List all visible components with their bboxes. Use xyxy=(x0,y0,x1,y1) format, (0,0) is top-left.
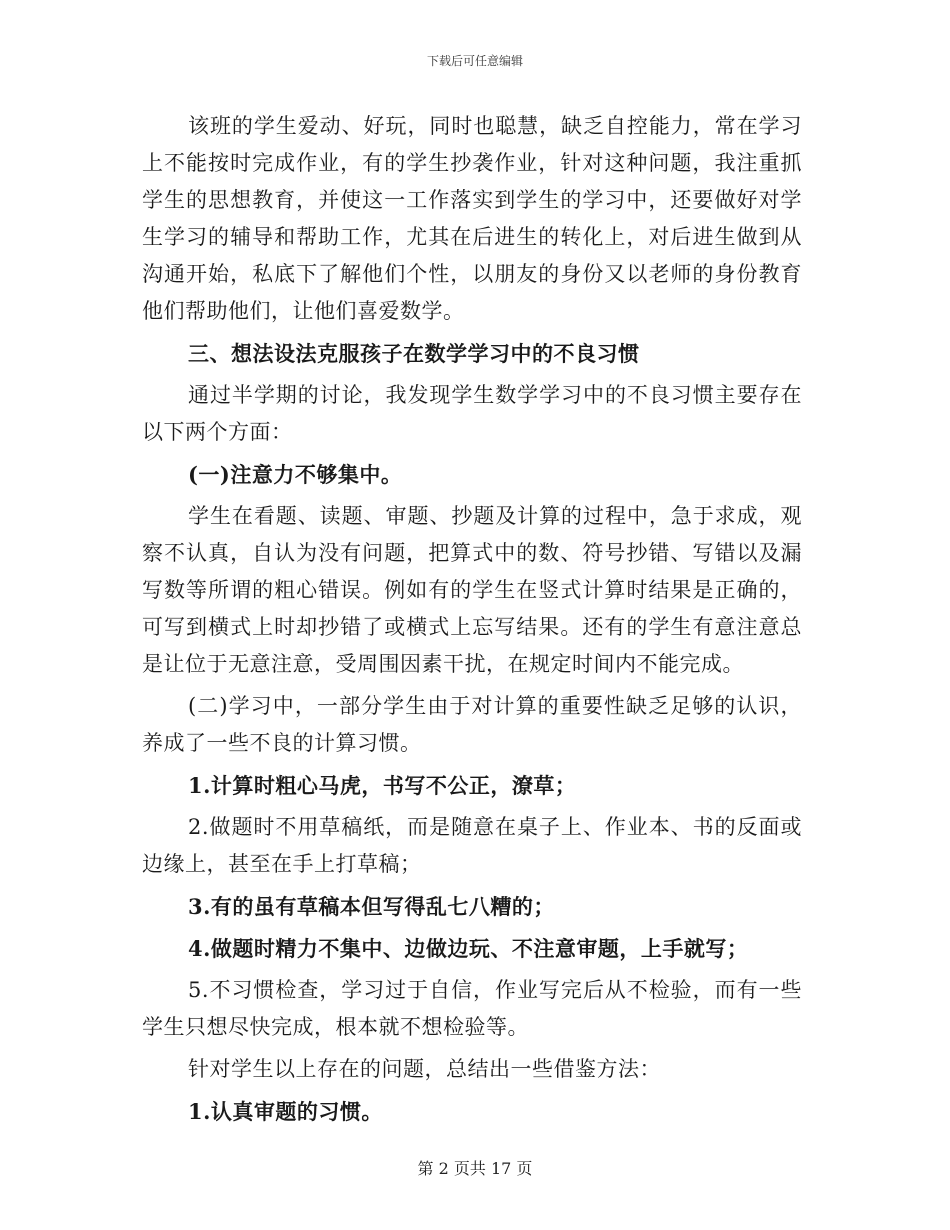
paragraph-methods: 针对学生以上存在的问题，总结出一些借鉴方法： xyxy=(188,1057,661,1081)
paragraph-calc-habits: (二)学习中，一部分学生由于对计算的重要性缺乏足够的认识，养成了一些不良的计算习惯。 xyxy=(142,694,802,755)
paragraph-attention: 学生在看题、读题、审题、抄题及计算的过程中，急于求成，观察不认真，自认为没有问题，把算式中的数、符号抄错、写错以及漏写数等所谓的粗心错误。例如有的学生在竖式计算时结果是正确的，可写到横式上时却抄错了或横式上忘写结果。还有的学生有意注意总是让位于无意注意，受周围因素干扰，在规定时间内不能完成。 xyxy=(142,504,802,676)
section-heading-bad-habits: 三、想法设法克服孩子在数学学习中的不良习惯 xyxy=(188,341,640,366)
list-item-5: 5.不习惯检查，学习过于自信，作业写完后从不检验，而有一些学生只想尽快完成，根本就不想检验等。 xyxy=(142,978,802,1039)
page-footer: 第 2 页共 17 页 xyxy=(417,1159,533,1178)
page-header: 下载后可任意编辑 xyxy=(426,54,523,68)
subheading-attention: (一)注意力不够集中。 xyxy=(188,462,403,487)
document-body xyxy=(142,108,802,1135)
list-item-1: 1.计算时粗心马虎，书写不公正，潦草； xyxy=(188,773,577,798)
method-item-1: 1.认真审题的习惯。 xyxy=(188,1099,383,1124)
list-item-2: 2.做题时不用草稿纸，而是随意在桌子上、作业本、书的反面或边缘上，甚至在手上打草稿； xyxy=(142,815,802,876)
list-item-3: 3.有的虽有草稿本但写得乱七八糟的； xyxy=(188,894,555,919)
paragraph-class-description: 该班的学生爱动、好玩，同时也聪慧，缺乏自控能力，常在学习上不能按时完成作业，有的学生抄袭作业，针对这种问题，我注重抓学生的思想教育，并使这一工作落实到学生的学习中，还要做好对学生学习的辅导和帮助工作，尤其在后进生的转化上，对后进生做到从沟通开始，私底下了解他们个性，以朋友的身份又以老师的身份教育他们帮助他们，让他们喜爱数学。 xyxy=(142,114,802,323)
paragraph-intro: 通过半学期的讨论，我发现学生数学学习中的不良习惯主要存在以下两个方面： xyxy=(142,383,802,444)
list-item-4: 4.做题时精力不集中、边做边玩、不注意审题，上手就写； xyxy=(188,936,749,961)
